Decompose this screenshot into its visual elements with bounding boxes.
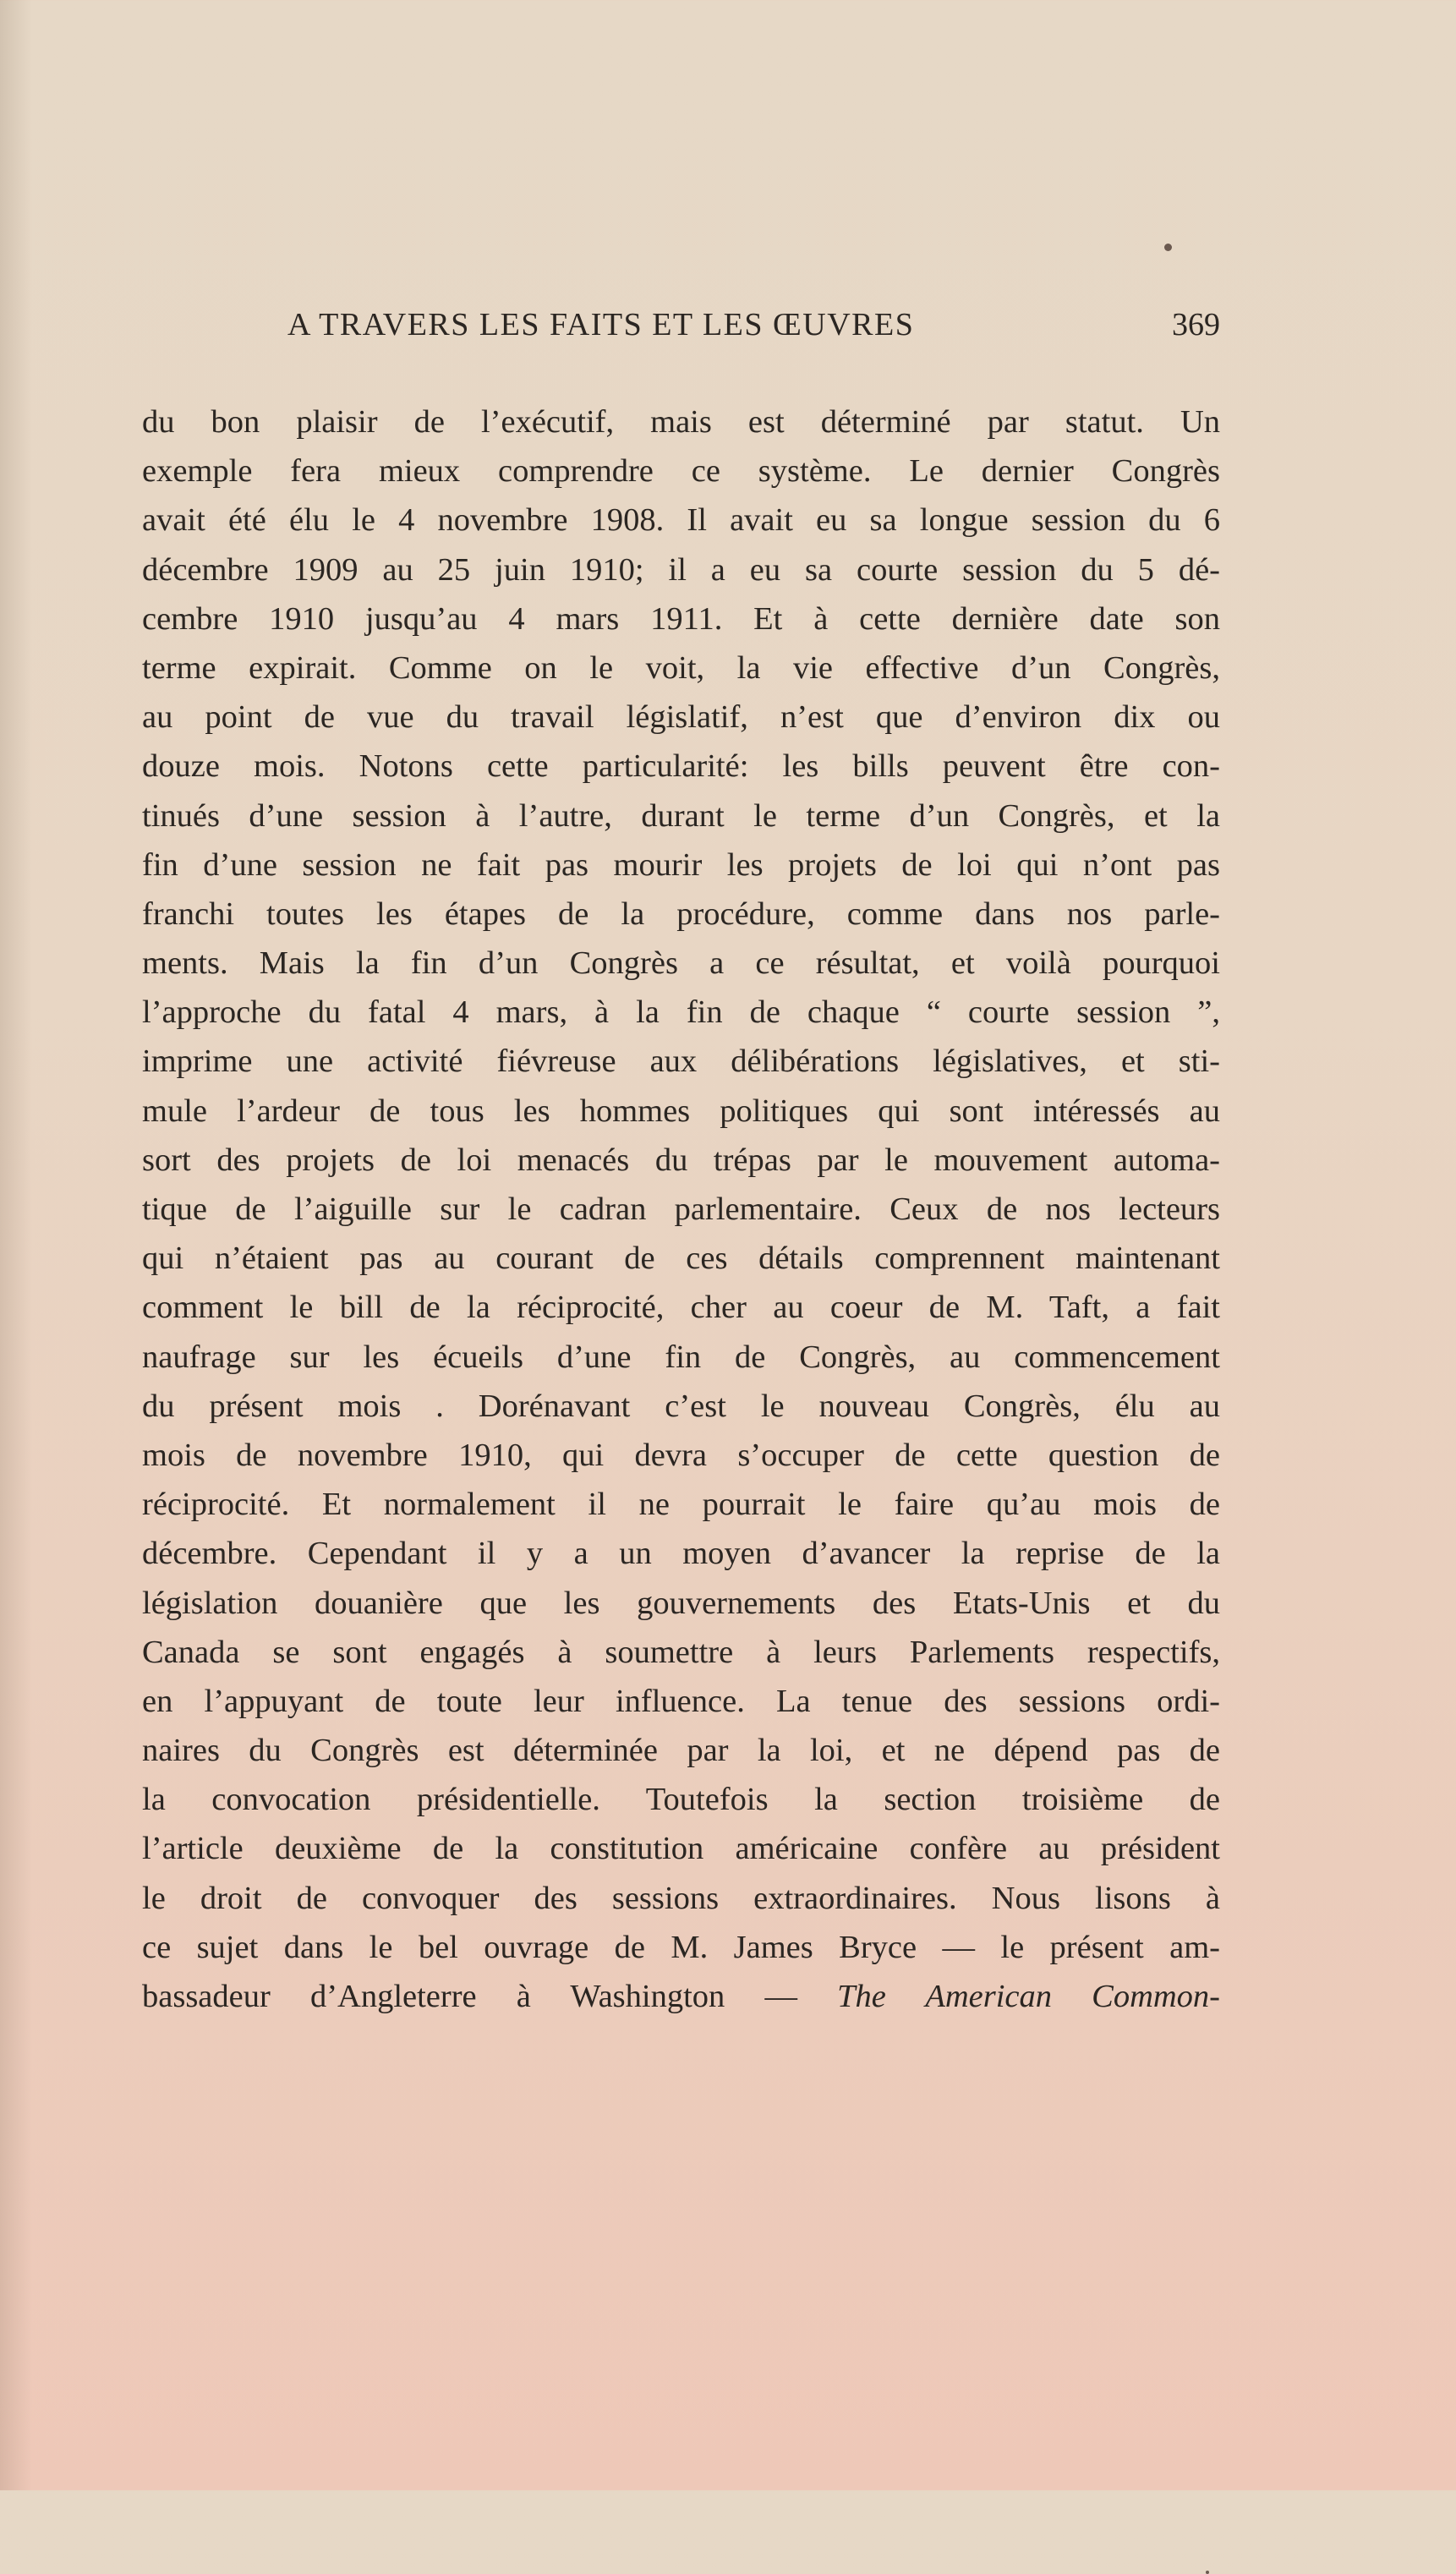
- text-line: du présent mois . Dorénavant c’est le nouveau Congrès, élu au: [142, 1388, 1220, 1424]
- text-line: Canada se sont engagés à soumettre à leurs Parlements respectifs,: [142, 1634, 1220, 1670]
- text-line: l’article deuxième de la constitution américaine confère au président: [142, 1831, 1220, 1867]
- text-line: réciprocité. Et normalement il ne pourrait le faire qu’au mois de: [142, 1487, 1220, 1523]
- text-line: tique de l’aiguille sur le cadran parlementaire. Ceux de nos lecteurs: [142, 1191, 1220, 1227]
- text-line: décembre 1909 au 25 juin 1910; il a eu sa courte session du 5 dé-: [142, 551, 1220, 588]
- text-line: naufrage sur les écueils d’une fin de Congrès, au commencement: [142, 1339, 1220, 1375]
- text-line-roman: bassadeur d’Angleterre à Washington — The American Common-: [142, 1979, 1220, 2014]
- text-line: le droit de convoquer des sessions extraordinaires. Nous lisons à: [142, 1880, 1220, 1916]
- text-line: du bon plaisir de l’exécutif, mais est déterminé par statut. Un: [142, 404, 1220, 440]
- text-line: exemple fera mieux comprendre ce système. Le dernier Congrès: [142, 453, 1220, 490]
- text-line: décembre. Cependant il y a un moyen d’avancer la reprise de la: [142, 1536, 1220, 1572]
- text-line: législation douanière que les gouvernements des Etats-Unis et du: [142, 1585, 1220, 1621]
- running-header-title: A TRAVERS LES FAITS ET LES ŒUVRES: [287, 307, 915, 342]
- text-line: la convocation présidentielle. Toutefois la section troisième de: [142, 1782, 1220, 1818]
- text-line: sort des projets de loi menacés du trépas par le mouvement automa-: [142, 1142, 1220, 1178]
- text-line: ce sujet dans le bel ouvrage de M. James Bryce — le présent am-: [142, 1929, 1220, 1965]
- text-line: tinués d’une session à l’autre, durant le terme d’un Congrès, et la: [142, 797, 1220, 834]
- text-line: franchi toutes les étapes de la procédure, comme dans nos parle-: [142, 895, 1220, 932]
- text-line: au point de vue du travail législatif, n’est que d’environ dix ou: [142, 699, 1220, 736]
- text-line: cembre 1910 jusqu’au 4 mars 1911. Et à cette dernière date son: [142, 600, 1220, 637]
- body-paragraph: [142, 397, 1220, 2021]
- text-line: fin d’une session ne fait pas mourir les projets de loi qui n’ont pas: [142, 846, 1220, 883]
- text-line: comment le bill de la réciprocité, cher au coeur de M. Taft, a fait: [142, 1290, 1220, 1326]
- running-header: [142, 306, 1220, 348]
- page-gutter-shadow: [0, 0, 32, 2490]
- page-number: 369: [1172, 307, 1220, 342]
- book-title-italic: The American Common-: [837, 1979, 1220, 2014]
- text-line: qui n’étaient pas au courant de ces détails comprennent maintenant: [142, 1240, 1220, 1277]
- text-line: [142, 1972, 1220, 2021]
- print-speck: [1206, 2571, 1209, 2574]
- text-line: mule l’ardeur de tous les hommes politiques qui sont intéressés au: [142, 1093, 1220, 1129]
- text-line: avait été élu le 4 novembre 1908. Il avait eu sa longue session du 6: [142, 502, 1220, 539]
- text-line: douze mois. Notons cette particularité: les bills peuvent être con-: [142, 748, 1220, 785]
- text-line: imprime une activité fiévreuse aux délibérations législatives, et sti-: [142, 1043, 1220, 1080]
- text-line: naires du Congrès est déterminée par la loi, et ne dépend pas de: [142, 1733, 1220, 1769]
- text-line: en l’appuyant de toute leur influence. La tenue des sessions ordi-: [142, 1683, 1220, 1719]
- text-line: terme expirait. Comme on le voit, la vie effective d’un Congrès,: [142, 649, 1220, 686]
- print-speck: [1164, 244, 1172, 251]
- text-line: l’approche du fatal 4 mars, à la fin de chaque “ courte session ”,: [142, 994, 1220, 1031]
- text-line: ments. Mais la fin d’un Congrès a ce résultat, et voilà pourquoi: [142, 945, 1220, 982]
- text-line: mois de novembre 1910, qui devra s’occuper de cette question de: [142, 1437, 1220, 1473]
